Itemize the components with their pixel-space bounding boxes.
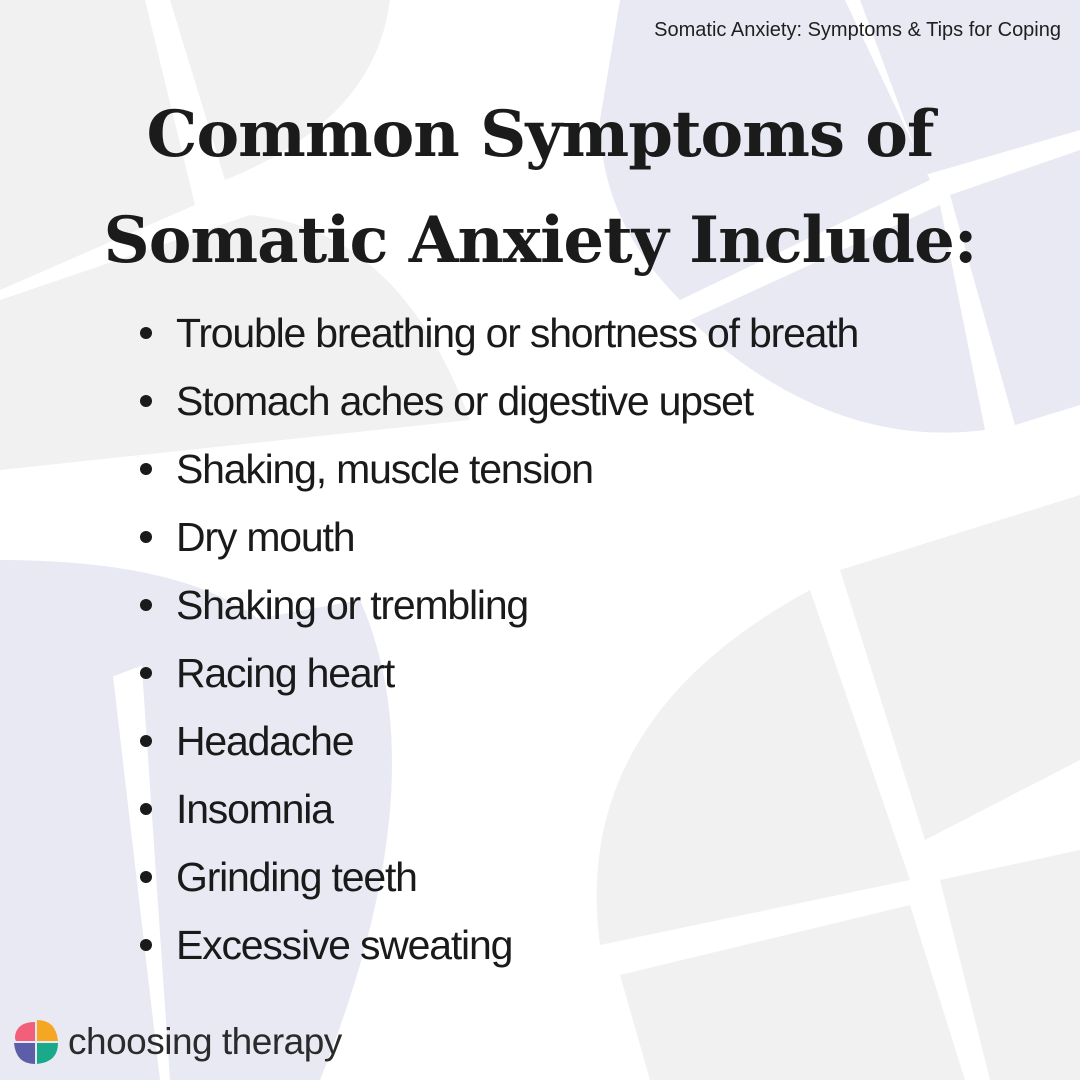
bg-shape-gray-corner — [940, 850, 1080, 1080]
bullet-icon — [140, 939, 152, 951]
brand-name: choosing therapy — [68, 1021, 342, 1062]
bullet-icon — [140, 735, 152, 747]
bg-shape-lavender-left-lower — [0, 650, 160, 1080]
symptom-label: Racing heart — [176, 650, 395, 696]
logo-petal-pink — [15, 1022, 35, 1041]
symptom-item — [176, 435, 858, 503]
symptom-item — [176, 503, 858, 571]
bullet-icon — [140, 871, 152, 883]
symptom-label: Shaking, muscle tension — [176, 446, 593, 492]
symptom-item — [176, 571, 858, 639]
symptom-item — [176, 707, 858, 775]
headline — [40, 82, 1040, 294]
symptom-item — [176, 775, 858, 843]
symptom-item — [176, 911, 858, 979]
symptom-label: Grinding teeth — [176, 854, 417, 900]
symptom-item — [176, 299, 858, 367]
symptom-item — [176, 639, 858, 707]
headline-line-2: Somatic Anxiety Include: — [103, 203, 977, 278]
symptom-label: Trouble breathing or shortness of breath — [176, 310, 859, 356]
bullet-icon — [140, 667, 152, 679]
bullet-icon — [140, 531, 152, 543]
bullet-icon — [140, 803, 152, 815]
symptom-label: Excessive sweating — [176, 922, 513, 968]
logo-petal-orange — [37, 1020, 58, 1041]
bullet-icon — [140, 395, 152, 407]
bullet-icon — [140, 463, 152, 475]
brand-lockup — [12, 1018, 342, 1066]
symptom-item — [176, 367, 858, 435]
symptom-label: Stomach aches or digestive upset — [176, 378, 753, 424]
headline-line-1: Common Symptoms of — [146, 97, 934, 172]
logo-petal-purple — [14, 1043, 35, 1064]
logo-petal-green — [37, 1043, 58, 1064]
symptom-label: Insomnia — [176, 786, 333, 832]
bullet-icon — [140, 327, 152, 339]
article-title: Somatic Anxiety: Symptoms & Tips for Coping — [654, 19, 1061, 41]
symptom-label: Headache — [176, 718, 354, 764]
four-leaf-quadrant-logo-icon — [12, 1018, 60, 1066]
symptom-label: Dry mouth — [176, 514, 355, 560]
bullet-icon — [140, 599, 152, 611]
symptom-label: Shaking or trembling — [176, 582, 529, 628]
symptom-item — [176, 843, 858, 911]
symptom-list — [176, 299, 858, 979]
